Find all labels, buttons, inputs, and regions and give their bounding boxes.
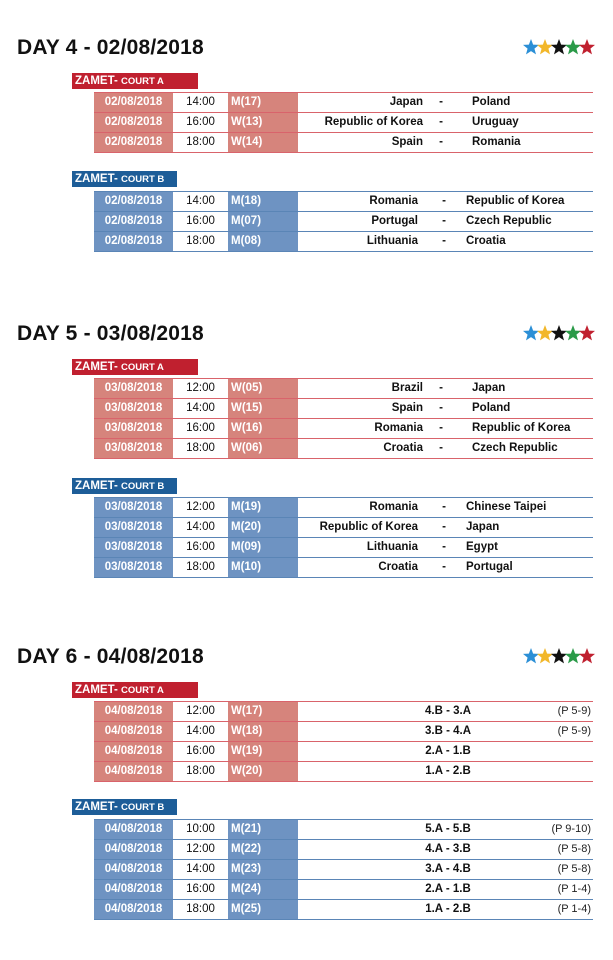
game-date: 03/08/2018 (94, 399, 173, 418)
court-header-court: COURT A (121, 76, 164, 87)
game-code: M(22) (228, 840, 298, 859)
table-row (94, 192, 593, 212)
star-icon (523, 648, 539, 663)
star-icon (579, 648, 595, 663)
table-row (94, 538, 593, 558)
table-row (94, 133, 593, 153)
versus-dash: - (442, 541, 446, 553)
table-row (94, 419, 593, 439)
court-header (72, 799, 177, 815)
star-icon (537, 39, 553, 54)
home-team: Romania (369, 195, 418, 207)
away-team: Japan (466, 521, 500, 533)
versus-dash: - (442, 235, 446, 247)
game-date: 04/08/2018 (94, 860, 173, 879)
games-table (94, 819, 593, 920)
home-team: Spain (391, 402, 423, 414)
game-time: 16:00 (186, 541, 215, 553)
court-header-venue: ZAMET- (75, 684, 121, 696)
game-code: W(16) (228, 419, 298, 438)
game-time: 14:00 (186, 863, 215, 875)
game-time: 16:00 (186, 215, 215, 227)
placement-note: (P 5-8) (557, 843, 591, 855)
logo-stars-icon (523, 324, 595, 342)
game-pairing: 4.B - 3.A (424, 705, 471, 717)
game-date: 04/08/2018 (94, 702, 173, 721)
star-icon (565, 325, 581, 340)
game-time: 14:00 (186, 521, 215, 533)
game-time: 16:00 (186, 116, 215, 128)
game-code: M(09) (228, 538, 298, 557)
game-code: M(19) (228, 498, 298, 517)
court-header-court: COURT B (121, 481, 165, 492)
away-team: Japan (472, 382, 506, 394)
versus-dash: - (439, 402, 443, 414)
star-icon (537, 325, 553, 340)
game-date: 04/08/2018 (94, 742, 173, 761)
versus-dash: - (442, 215, 446, 227)
placement-note: (P 5-9) (557, 705, 591, 717)
placement-note (514, 742, 591, 761)
day-title: DAY 4 - 02/08/2018 (17, 36, 204, 59)
game-date: 04/08/2018 (94, 880, 173, 899)
table-row (94, 399, 593, 419)
star-icon (537, 648, 553, 663)
game-time: 18:00 (186, 442, 215, 454)
games-table (94, 378, 593, 459)
home-team: Croatia (378, 561, 418, 573)
game-time: 14:00 (186, 195, 215, 207)
home-team: Croatia (383, 442, 423, 454)
game-date: 02/08/2018 (94, 232, 173, 251)
games-table (94, 497, 593, 578)
game-code: W(14) (228, 133, 298, 152)
table-row (94, 439, 593, 459)
game-code: W(06) (228, 439, 298, 458)
game-date: 03/08/2018 (94, 538, 173, 557)
table-row (94, 498, 593, 518)
home-team: Republic of Korea (324, 116, 423, 128)
table-row (94, 379, 593, 399)
game-date: 04/08/2018 (94, 840, 173, 859)
table-row (94, 232, 593, 252)
versus-dash: - (439, 382, 443, 394)
star-icon (565, 39, 581, 54)
court-header (72, 73, 198, 89)
game-time: 18:00 (186, 561, 215, 573)
table-row (94, 840, 593, 860)
game-time: 16:00 (186, 745, 215, 757)
court-header-court: COURT B (121, 174, 165, 185)
court-header-venue: ZAMET- (75, 801, 121, 813)
games-table (94, 191, 593, 252)
game-date: 04/08/2018 (94, 722, 173, 741)
game-time: 18:00 (186, 235, 215, 247)
placement-note: (P 9-10) (551, 823, 591, 835)
game-date: 03/08/2018 (94, 419, 173, 438)
court-header-venue: ZAMET- (75, 75, 121, 87)
home-team: Portugal (371, 215, 418, 227)
game-pairing: 2.A - 1.B (425, 883, 471, 895)
game-date: 04/08/2018 (94, 820, 173, 839)
table-row (94, 820, 593, 840)
home-team: Romania (369, 501, 418, 513)
game-time: 12:00 (186, 501, 215, 513)
game-time: 14:00 (186, 402, 215, 414)
game-time: 10:00 (186, 823, 215, 835)
game-time: 16:00 (186, 422, 215, 434)
table-row (94, 702, 593, 722)
placement-note: (P 1-4) (557, 903, 591, 915)
away-team: Uruguay (472, 116, 519, 128)
away-team: Romania (472, 136, 521, 148)
versus-dash: - (439, 442, 443, 454)
game-code: M(07) (228, 212, 298, 231)
game-time: 12:00 (186, 843, 215, 855)
court-header-venue: ZAMET- (75, 361, 121, 373)
away-team: Portugal (466, 561, 513, 573)
day-section (0, 36, 613, 336)
game-date: 02/08/2018 (94, 212, 173, 231)
game-code: W(15) (228, 399, 298, 418)
game-code: M(08) (228, 232, 298, 251)
game-date: 02/08/2018 (94, 113, 173, 132)
game-code: M(17) (228, 93, 298, 112)
game-pairing: 4.A - 3.B (425, 843, 471, 855)
games-table (94, 701, 593, 782)
away-team: Croatia (466, 235, 506, 247)
star-icon (579, 39, 595, 54)
logo-stars-icon (523, 647, 595, 665)
game-code: W(05) (228, 379, 298, 398)
home-team: Republic of Korea (319, 521, 418, 533)
star-icon (579, 325, 595, 340)
game-code: M(23) (228, 860, 298, 879)
placement-note: (P 1-4) (557, 883, 591, 895)
placement-note: (P 5-8) (557, 863, 591, 875)
home-team: Lithuania (366, 235, 418, 247)
away-team: Czech Republic (466, 215, 552, 227)
game-code: M(10) (228, 558, 298, 577)
game-time: 18:00 (186, 903, 215, 915)
table-row (94, 558, 593, 578)
home-team: Spain (391, 136, 423, 148)
game-date: 03/08/2018 (94, 558, 173, 577)
game-pairing: 5.A - 5.B (425, 823, 471, 835)
game-code: M(24) (228, 880, 298, 899)
placement-note (514, 762, 591, 781)
game-pairing: 2.A - 1.B (425, 745, 471, 757)
court-header-venue: ZAMET- (75, 173, 121, 185)
away-team: Chinese Taipei (466, 501, 547, 513)
game-time: 14:00 (186, 725, 215, 737)
game-date: 02/08/2018 (94, 93, 173, 112)
game-date: 02/08/2018 (94, 192, 173, 211)
logo-stars-icon (523, 38, 595, 56)
game-pairing: 1.A - 2.B (425, 903, 471, 915)
star-icon (523, 325, 539, 340)
court-header-court: COURT A (121, 685, 164, 696)
star-icon (565, 648, 581, 663)
away-team: Poland (472, 402, 511, 414)
day-title: DAY 5 - 03/08/2018 (17, 322, 204, 345)
game-date: 03/08/2018 (94, 379, 173, 398)
away-team: Egypt (466, 541, 498, 553)
star-icon (551, 39, 567, 54)
game-code: W(17) (228, 702, 298, 721)
game-time: 18:00 (186, 765, 215, 777)
table-row (94, 722, 593, 742)
versus-dash: - (439, 136, 443, 148)
games-table (94, 92, 593, 153)
versus-dash: - (442, 521, 446, 533)
away-team: Poland (472, 96, 511, 108)
game-time: 14:00 (186, 96, 215, 108)
court-header (72, 478, 177, 494)
home-team: Brazil (391, 382, 423, 394)
star-icon (551, 325, 567, 340)
court-header-court: COURT B (121, 802, 165, 813)
game-date: 04/08/2018 (94, 900, 173, 919)
home-team: Japan (389, 96, 423, 108)
game-pairing: 1.A - 2.B (425, 765, 471, 777)
table-row (94, 762, 593, 782)
home-team: Romania (374, 422, 423, 434)
versus-dash: - (442, 195, 446, 207)
versus-dash: - (439, 96, 443, 108)
away-team: Republic of Korea (466, 195, 565, 207)
game-code: W(18) (228, 722, 298, 741)
court-header-court: COURT A (121, 362, 164, 373)
versus-dash: - (439, 422, 443, 434)
versus-dash: - (442, 501, 446, 513)
game-time: 12:00 (186, 382, 215, 394)
game-pairing: 3.B - 4.A (424, 725, 471, 737)
versus-dash: - (442, 561, 446, 573)
game-date: 03/08/2018 (94, 498, 173, 517)
table-row (94, 113, 593, 133)
game-pairing: 3.A - 4.B (425, 863, 471, 875)
star-icon (551, 648, 567, 663)
table-row (94, 880, 593, 900)
court-header (72, 171, 177, 187)
versus-dash: - (439, 116, 443, 128)
table-row (94, 860, 593, 880)
court-header-venue: ZAMET- (75, 480, 121, 492)
game-code: M(18) (228, 192, 298, 211)
court-header (72, 359, 198, 375)
day-section (0, 322, 613, 622)
game-code: W(19) (228, 742, 298, 761)
table-row (94, 518, 593, 538)
table-row (94, 212, 593, 232)
court-header (72, 682, 198, 698)
game-time: 16:00 (186, 883, 215, 895)
away-team: Republic of Korea (472, 422, 571, 434)
game-date: 04/08/2018 (94, 762, 173, 781)
game-code: M(20) (228, 518, 298, 537)
game-date: 02/08/2018 (94, 133, 173, 152)
game-date: 03/08/2018 (94, 439, 173, 458)
table-row (94, 742, 593, 762)
game-code: W(13) (228, 113, 298, 132)
star-icon (523, 39, 539, 54)
game-time: 12:00 (186, 705, 215, 717)
game-code: W(20) (228, 762, 298, 781)
table-row (94, 900, 593, 920)
game-code: M(25) (228, 900, 298, 919)
day-section (0, 645, 613, 945)
game-time: 18:00 (186, 136, 215, 148)
game-code: M(21) (228, 820, 298, 839)
away-team: Czech Republic (472, 442, 558, 454)
game-date: 03/08/2018 (94, 518, 173, 537)
home-team: Lithuania (366, 541, 418, 553)
placement-note: (P 5-9) (557, 725, 591, 737)
day-title: DAY 6 - 04/08/2018 (17, 645, 204, 668)
table-row (94, 93, 593, 113)
